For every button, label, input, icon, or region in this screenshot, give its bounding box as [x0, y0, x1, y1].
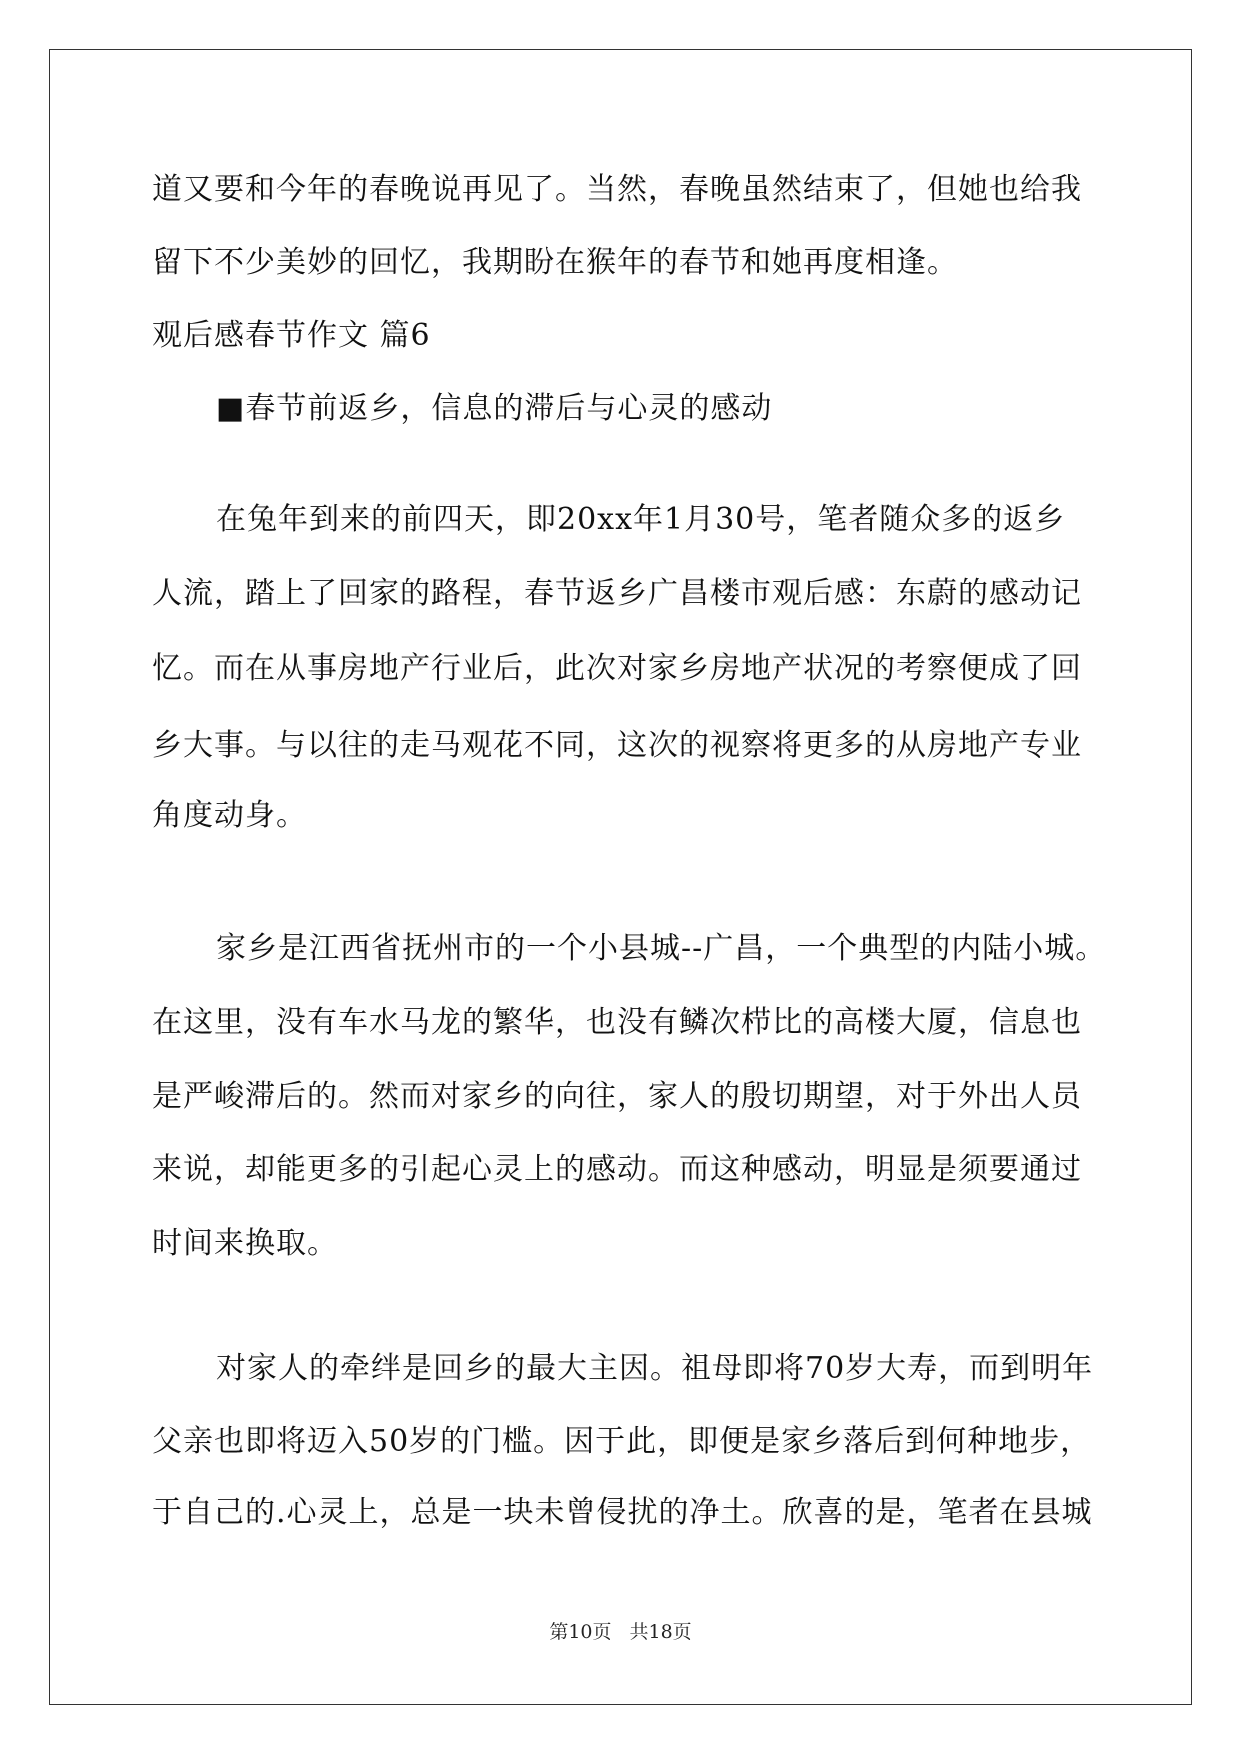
text-line: 角度动身。 [152, 798, 307, 833]
text-line: 父亲也即将迈入50岁的门槛。因于此，即便是家乡落后到何种地步， [152, 1424, 1092, 1459]
page-number: 第10页 [549, 1621, 612, 1643]
subheading: ■春节前返乡，信息的滞后与心灵的感动 [216, 391, 773, 426]
text-line: 对家人的牵绊是回乡的最大主因。祖母即将70岁大寿，而到明年 [216, 1351, 1094, 1386]
text-line: 忆。而在从事房地产行业后，此次对家乡房地产状况的考察便成了回 [152, 651, 1082, 686]
text-line: 道又要和今年的春晚说再见了。当然，春晚虽然结束了，但她也给我 [152, 172, 1082, 207]
text-line: 是严峻滞后的。然而对家乡的向往，家人的殷切期望，对于外出人员 [152, 1079, 1082, 1114]
text-line: 在兔年到来的前四天，即20xx年1月30号，笔者随众多的返乡 [216, 502, 1066, 537]
total-pages: 共18页 [629, 1621, 692, 1643]
text-line: 留下不少美妙的回忆，我期盼在猴年的春节和她再度相逢。 [152, 245, 958, 280]
text-line: 在这里，没有车水马龙的繁华，也没有鳞次栉比的高楼大厦，信息也 [152, 1005, 1082, 1040]
text-line: 时间来换取。 [152, 1226, 338, 1261]
text-line: 来说，却能更多的引起心灵上的感动。而这种感动，明显是须要通过 [152, 1152, 1082, 1187]
text-line: 乡大事。与以往的走马观花不同，这次的视察将更多的从房地产专业 [152, 728, 1082, 763]
text-line: 家乡是江西省抚州市的一个小县城--广昌，一个典型的内陆小城。 [216, 931, 1107, 966]
text-line: 人流，踏上了回家的路程，春节返乡广昌楼市观后感：东蔚的感动记 [152, 576, 1082, 611]
section-heading: 观后感春节作文 篇6 [152, 318, 431, 353]
text-line: 于自己的.心灵上，总是一块未曾侵扰的净土。欣喜的是，笔者在县城 [152, 1495, 1093, 1530]
page-footer [0, 1620, 1241, 1644]
